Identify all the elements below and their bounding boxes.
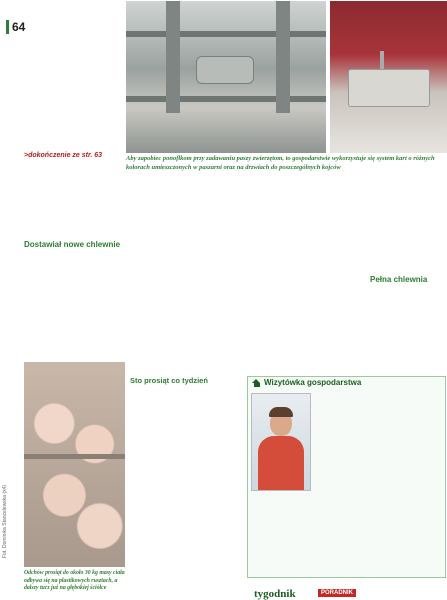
photo-credit: Fot. Dominika Stancelewska (x4) (2, 484, 8, 558)
photo-farmer-portrait (251, 393, 311, 491)
photo-pipe (276, 1, 290, 113)
continuation-kicker: >dokończenie ze str. 63 (24, 152, 103, 159)
section-heading-sto-prosiat: Sto prosiąt co tydzień (130, 376, 208, 385)
page-number (6, 20, 25, 34)
photo-sink (330, 1, 447, 153)
photo-rail (126, 31, 326, 37)
photo-caption-bottom: Odchów prosiąt do około 30 kg masy ciała odbywa się na plastikowych rusztach, a dalszy tucz już na głębokiej ściółce (24, 570, 125, 592)
footer-logo: tygodnik (254, 588, 296, 600)
farmer-body (258, 436, 304, 490)
wizytowka-title-text: Wizytówka gospodarstwa (264, 378, 362, 387)
photo-caption-top: Aby zapobiec ponoflkom przy zadawaniu paszy zwierzętom, to gospodarstwie wykorzystuje się system kart o różnych kolorach umieszczonych w paszarni oraz na drzwiach do poszczególnych kojców (126, 155, 435, 171)
photo-piglets (24, 362, 125, 567)
farmer-hair (269, 407, 293, 417)
photo-feeder (196, 56, 254, 84)
photo-pen-rail (24, 454, 125, 459)
footer-badge: PORADNIK (318, 589, 356, 597)
photo-pipe (166, 1, 180, 113)
photo-sink-basin (348, 69, 430, 107)
photo-rail (126, 96, 326, 102)
page-number-bar (6, 20, 9, 34)
section-heading-pelna-chlewnia: Pełna chlewnia (370, 275, 428, 284)
page-footer (0, 582, 447, 600)
house-icon (252, 379, 261, 387)
photo-paszarnia (126, 1, 326, 153)
wizytowka-title (252, 378, 361, 387)
page-number-text: 64 (12, 20, 26, 34)
section-heading-dostawial: Dostawiał nowe chlewnie (24, 240, 121, 249)
